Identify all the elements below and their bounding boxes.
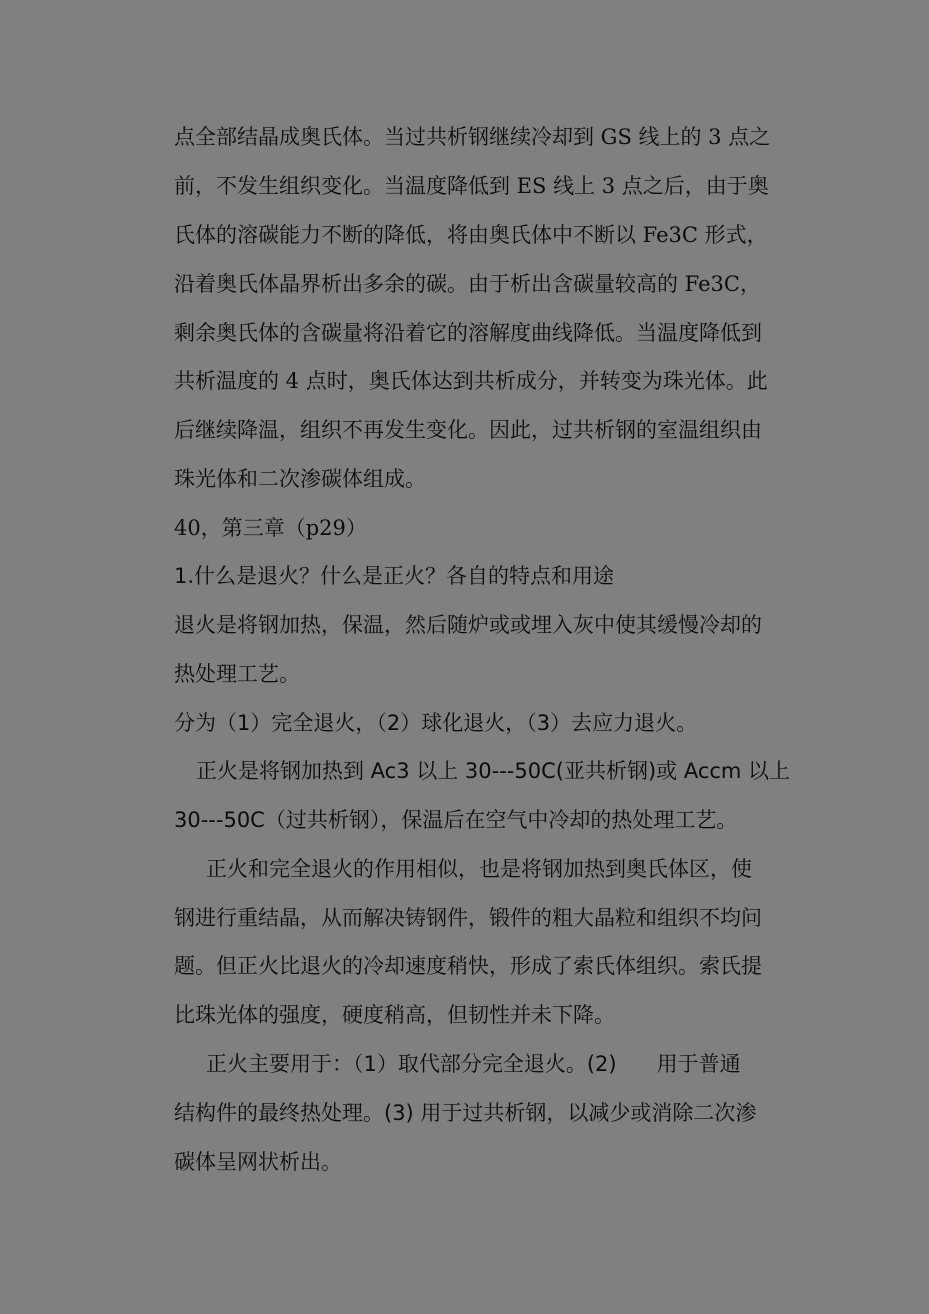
text-line-13: 分为（1）完全退火，（2）球化退火，（3）去应力退火。	[174, 711, 698, 735]
text-line-18: 题。但正火比退火的冷却速度稍快，形成了索氏体组织。索氏提	[174, 954, 762, 978]
text-line-22: 碳体呈网状析出。	[174, 1150, 342, 1174]
text-line-2: 前，不发生组织变化。当温度降低到 ES 线上 3 点之后，由于奥	[174, 174, 769, 198]
text-line-16: 正火和完全退火的作用相似，也是将钢加热到奥氏体区，使	[206, 857, 752, 881]
text-line-3: 氏体的溶碳能力不断的降低，将由奥氏体中不断以 Fe3C 形式，	[174, 223, 768, 247]
text-line-21: 结构件的最终热处理。(3) 用于过共析钢，以减少或消除二次渗	[174, 1101, 757, 1125]
text-line-6: 共析温度的 4 点时，奥氏体达到共析成分，并转变为珠光体。此	[174, 369, 768, 393]
text-line-4: 沿着奥氏体晶界析出多余的碳。由于析出含碳量较高的 Fe3C，	[174, 272, 761, 296]
text-line-1: 点全部结晶成奥氏体。当过共析钢继续冷却到 GS 线上的 3 点之	[174, 125, 771, 149]
section-heading: 40，第三章（p29）	[174, 516, 367, 540]
text-line-20: 正火主要用于：（1）取代部分完全退火。(2) 用于普通	[206, 1052, 741, 1076]
text-line-11: 退火是将钢加热，保温，然后随炉或或埋入灰中使其缓慢冷却的	[174, 613, 762, 637]
text-line-15: 30---50C（过共析钢），保温后在空气中冷却的热处理工艺。	[174, 808, 738, 832]
text-line-14: 正火是将钢加热到 Ac3 以上 30---50C(亚共析钢)或 Accm 以上	[196, 759, 791, 783]
text-line-8: 珠光体和二次渗碳体组成。	[174, 467, 426, 491]
text-line-5: 剩余奥氏体的含碳量将沿着它的溶解度曲线降低。当温度降低到	[174, 321, 762, 345]
text-line-17: 钢进行重结晶，从而解决铸钢件，锻件的粗大晶粒和组织不均问	[174, 906, 762, 930]
text-line-19: 比珠光体的强度，硬度稍高，但韧性并未下降。	[174, 1003, 615, 1027]
question-heading: 1.什么是退火？什么是正火？各自的特点和用途	[174, 564, 615, 588]
text-line-7: 后继续降温，组织不再发生变化。因此，过共析钢的室温组织由	[174, 418, 762, 442]
text-line-12: 热处理工艺。	[174, 662, 300, 686]
